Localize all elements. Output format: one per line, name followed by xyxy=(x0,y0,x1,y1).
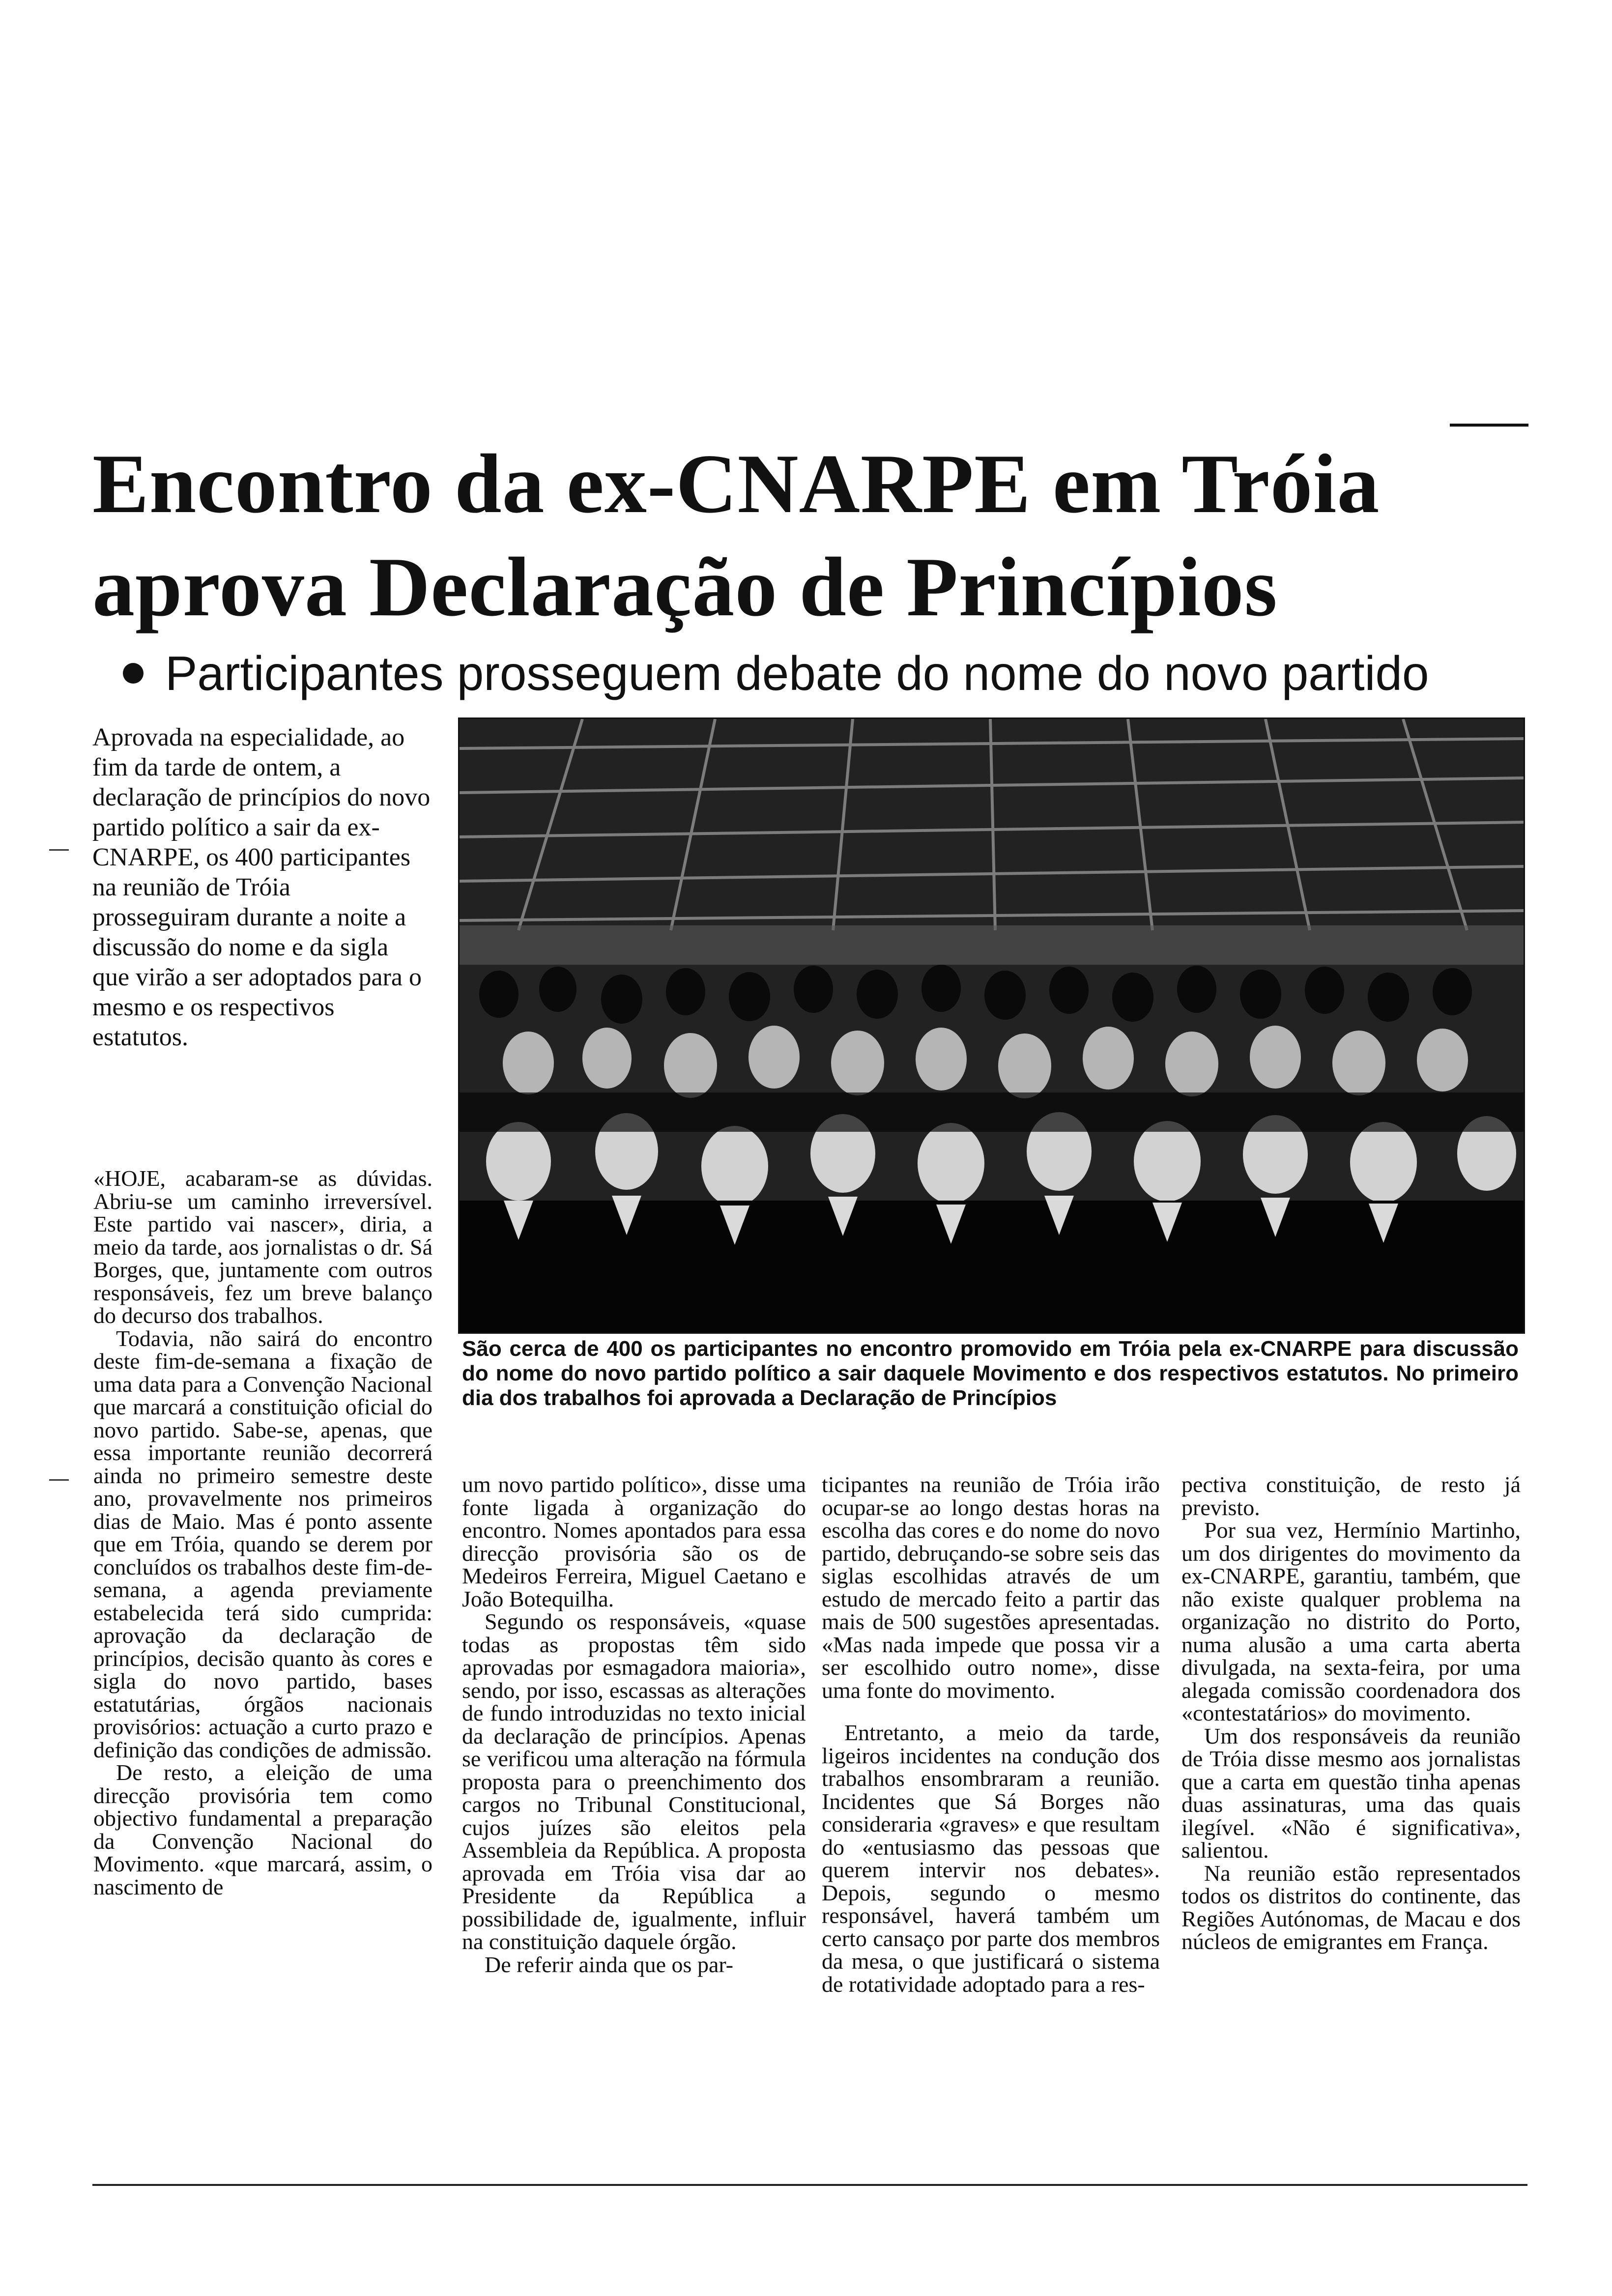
paragraph: De resto, a eleição de uma direcção provisória tem como objectivo fundamental a preparação da Convenção Nacional do Movimento. «que marcará, assim, o nascimento de xyxy=(93,1760,432,1899)
top-rule xyxy=(1450,424,1528,427)
photo-caption: São cerca de 400 os participantes no encontro promovido em Tróia pela ex-CNARPE para discussão do nome do novo partido político a sair daquele Movimento e dos respectivos estatutos. No primeiro dia dos trabalhos foi aprovada a Declaração de Princípios xyxy=(462,1337,1519,1410)
bottom-rule xyxy=(92,2184,1527,2186)
margin-mark xyxy=(49,1479,69,1481)
article-column-1 xyxy=(93,1167,432,1898)
margin-mark xyxy=(49,849,69,851)
paragraph: Na reunião estão representados todos os distritos do continente, das Regiões Autónomas, de Macau e dos núcleos de emigrantes em França. xyxy=(1181,1860,1521,1954)
article-column-2 xyxy=(462,1473,806,1976)
paragraph: ticipantes na reunião de Tróia irão ocupar-se ao longo destas horas na escolha das cores e do nome do novo partido, debruçando-se sobre seis das siglas escolhidas através de um estudo de mercado feito a partir das mais de 500 sugestões apresentadas. «Mas nada impede que possa vir a ser escolhido outro nome», disse uma fonte do movimento. xyxy=(822,1472,1160,1703)
audience-photo-illustration xyxy=(460,719,1524,1332)
bullet-icon xyxy=(123,663,144,684)
paragraph: «HOJE, acabaram-se as dúvidas. Abriu-se um caminho irreversível. Este partido vai nascer», diria, a meio da tarde, aos jornalistas o dr. Sá Borges, que, juntamente com outros responsáveis, fez um breve balanço do decurso dos trabalhos. xyxy=(93,1166,432,1328)
headline-line-2: aprova Declaração de Princípios xyxy=(92,541,1278,634)
paragraph: Todavia, não sairá do encontro deste fim-de-semana a fixação de uma data para a Convenção Nacional que marcará a constituição oficial do novo partido. Sabe-se, apenas, que essa importante reunião decorrerá ainda no primeiro semestre deste ano, provavelmente nos primeiros dias de Maio. Mas é ponto assente que em Tróia, quando se derem por concluídos os trabalhos deste fim-de-semana, a agenda previamente estabelecida terá sido cumprida: aprovação da declaração de princípios, decisão quanto às cores e sigla do novo partido, bases estatutárias, órgãos nacionais provisórios: actuação a curto prazo e definição das condições de admissão. xyxy=(93,1325,432,1762)
paragraph: pectiva constituição, de resto já previsto. xyxy=(1181,1472,1521,1520)
paragraph: Entretanto, a meio da tarde, ligeiros incidentes na condução dos trabalhos ensombraram a reunião. Incidentes que Sá Borges não consideraria «graves» e que resultam do «entusiasmo das pessoas que querem intervir nos debates». Depois, segundo o mesmo responsável, haverá também um certo cansaço por parte dos membros da mesa, o que justificará o sistema de rotatividade adoptado para a res- xyxy=(822,1720,1160,1997)
headline-line-1: Encontro da ex-CNARPE em Tróia xyxy=(92,437,1380,531)
paragraph: um novo partido político», disse uma fonte ligada à organização do encontro. Nomes apontados para essa direcção provisória são os de Medeiros Ferreira, Miguel Caetano e João Botequilha. xyxy=(462,1472,806,1611)
paragraph: Por sua vez, Hermínio Martinho, um dos dirigentes do movimento da ex-CNARPE, garantiu, também, que não existe qualquer problema na organização no distrito do Porto, numa alusão a uma carta aberta divulgada, na sexta-feira, por uma alegada comissão coordenadora dos «contestatários» do movimento. xyxy=(1181,1518,1521,1725)
article-column-3 xyxy=(822,1473,1160,1996)
headline xyxy=(92,432,1557,639)
news-photo xyxy=(458,718,1525,1334)
paragraph: Segundo os responsáveis, «quase todas as propostas têm sido aprovadas por esmagadora maioria», sendo, por isso, escassas as alterações de fundo introduzidas no texto inicial da declaração de princípios. Apenas se verificou uma alteração na fórmula proposta para o preenchimento dos cargos no Tribunal Constitucional, cujos juízes são eleitos pela Assembleia da República. A proposta aprovada em Tróia visa dar ao Presidente da República a possibilidade de, igualmente, influir na constituição daquele órgão. xyxy=(462,1609,806,1954)
lead-paragraph: Aprovada na especialidade, ao fim da tarde de ontem, a declaração de princípios do novo partido político a sair da ex-CNARPE, os 400 participantes na reunião de Tróia prosseguiram durante a noite a discussão do nome e da sigla que virão a ser adoptados para o mesmo e os respectivos estatutos. xyxy=(92,723,431,1051)
paragraph: Um dos responsáveis da reunião de Tróia disse mesmo aos jornalistas que a carta em questão tinha apenas duas assinaturas, uma das quais ilegível. «Não é significativa», salientou. xyxy=(1181,1723,1521,1863)
article-column-4 xyxy=(1181,1473,1521,1953)
subheadline-text: Participantes prosseguem debate do nome do novo partido xyxy=(165,646,1429,700)
subheadline xyxy=(123,644,1548,703)
paragraph: De referir ainda que os par- xyxy=(485,1952,734,1977)
